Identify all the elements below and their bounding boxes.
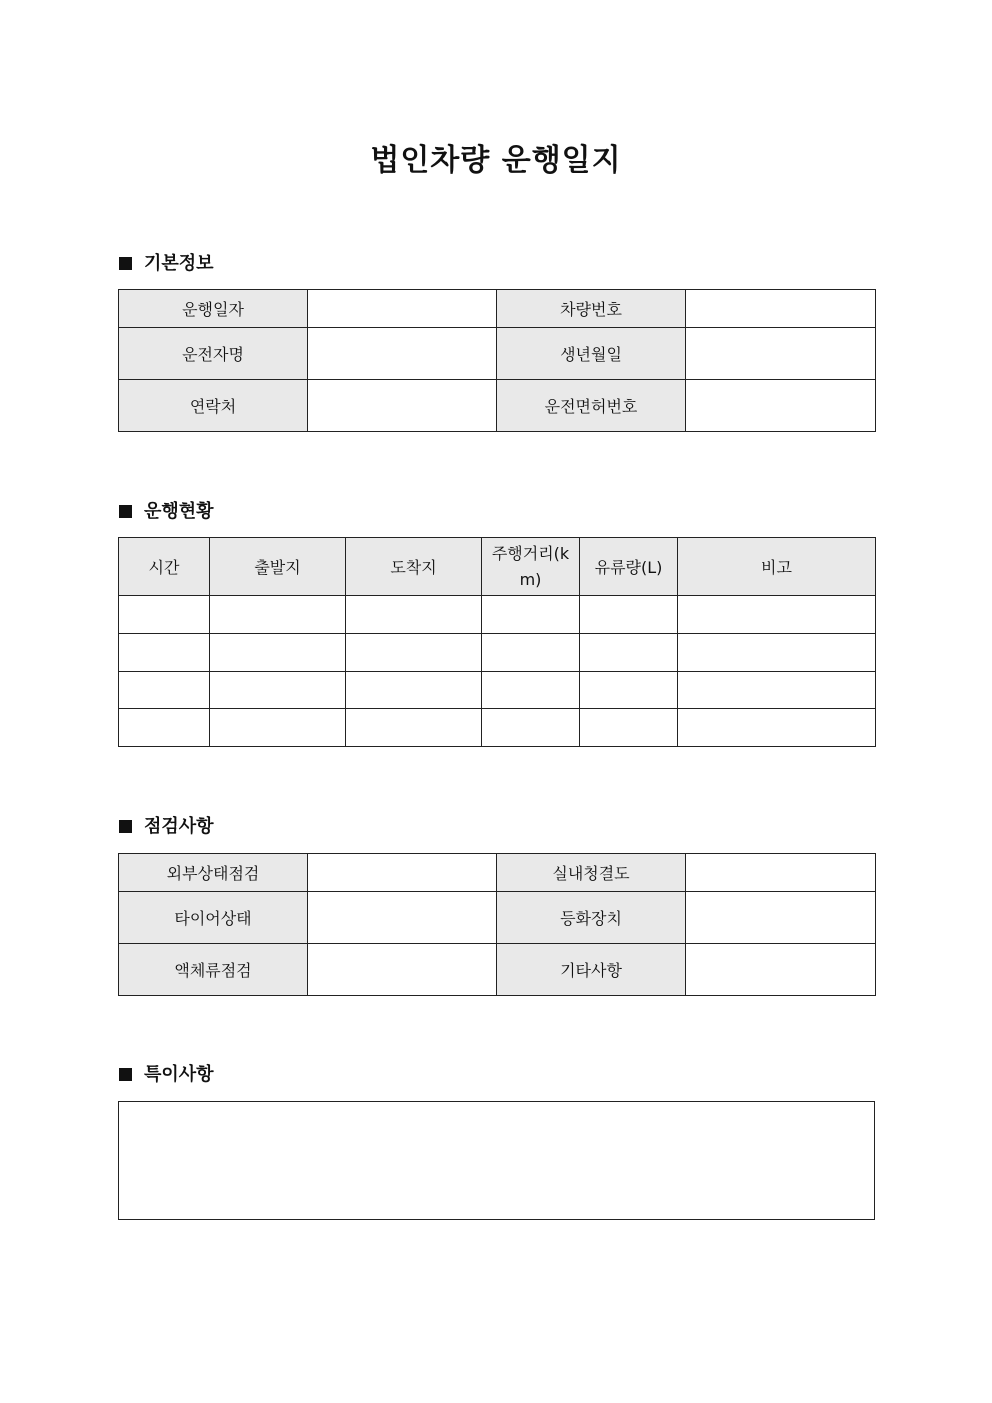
field-label-vehicle-number: 차량번호 [497, 290, 686, 328]
birth-date-field[interactable] [686, 328, 876, 380]
table-row [119, 634, 876, 672]
distance-cell[interactable] [482, 596, 580, 634]
interior-cleanliness-field[interactable] [686, 854, 876, 892]
field-label-birth-date: 생년월일 [497, 328, 686, 380]
exterior-check-field[interactable] [308, 854, 497, 892]
square-bullet-icon [119, 1068, 132, 1081]
column-header-departure: 출발지 [210, 538, 346, 596]
fluid-check-field[interactable] [308, 944, 497, 996]
distance-cell[interactable] [482, 672, 580, 709]
field-label-exterior-check: 외부상태점검 [119, 854, 308, 892]
field-label-driver-name: 운전자명 [119, 328, 308, 380]
vehicle-number-field[interactable] [686, 290, 876, 328]
square-bullet-icon [119, 820, 132, 833]
table-row [119, 290, 876, 328]
table-row [119, 709, 876, 747]
inspection-table [118, 853, 876, 996]
square-bullet-icon [119, 505, 132, 518]
column-header-distance [482, 538, 580, 596]
fuel-cell[interactable] [580, 634, 678, 672]
contact-field[interactable] [308, 380, 497, 432]
remarks-cell[interactable] [678, 634, 876, 672]
table-row [119, 892, 876, 944]
departure-cell[interactable] [210, 672, 346, 709]
column-header-fuel: 유류량(L) [580, 538, 678, 596]
table-row [119, 328, 876, 380]
field-label-license-number: 운전면허번호 [497, 380, 686, 432]
other-field[interactable] [686, 944, 876, 996]
driver-name-field[interactable] [308, 328, 497, 380]
section-heading-notes [119, 1063, 214, 1087]
table-row [119, 672, 876, 709]
column-header-remarks: 비고 [678, 538, 876, 596]
column-header-time: 시간 [119, 538, 210, 596]
field-label-lighting: 등화장치 [497, 892, 686, 944]
table-row [119, 854, 876, 892]
arrival-cell[interactable] [346, 596, 482, 634]
arrival-cell[interactable] [346, 634, 482, 672]
fuel-cell[interactable] [580, 709, 678, 747]
field-label-contact: 연락처 [119, 380, 308, 432]
section-heading-operation [119, 500, 214, 524]
departure-cell[interactable] [210, 709, 346, 747]
notes-textarea[interactable] [118, 1101, 875, 1220]
square-bullet-icon [119, 257, 132, 270]
time-cell[interactable] [119, 596, 210, 634]
time-cell[interactable] [119, 634, 210, 672]
operation-date-field[interactable] [308, 290, 497, 328]
time-cell[interactable] [119, 672, 210, 709]
field-label-other: 기타사항 [497, 944, 686, 996]
remarks-cell[interactable] [678, 596, 876, 634]
departure-cell[interactable] [210, 596, 346, 634]
field-label-interior-cleanliness: 실내청결도 [497, 854, 686, 892]
remarks-cell[interactable] [678, 672, 876, 709]
section-title: 기본정보 [144, 253, 214, 274]
section-title: 운행현황 [144, 501, 214, 522]
page-title: 법인차량 운행일지 [370, 143, 622, 178]
fuel-cell[interactable] [580, 596, 678, 634]
arrival-cell[interactable] [346, 709, 482, 747]
distance-cell[interactable] [482, 709, 580, 747]
section-title: 점검사항 [144, 816, 214, 837]
remarks-cell[interactable] [678, 709, 876, 747]
distance-cell[interactable] [482, 634, 580, 672]
fuel-cell[interactable] [580, 672, 678, 709]
section-heading-inspection [119, 815, 214, 839]
license-number-field[interactable] [686, 380, 876, 432]
table-row [119, 596, 876, 634]
arrival-cell[interactable] [346, 672, 482, 709]
operation-table [118, 537, 876, 747]
time-cell[interactable] [119, 709, 210, 747]
column-header-arrival: 도착지 [346, 538, 482, 596]
section-title: 특이사항 [144, 1064, 214, 1085]
lighting-field[interactable] [686, 892, 876, 944]
table-row [119, 944, 876, 996]
tire-condition-field[interactable] [308, 892, 497, 944]
table-header-row [119, 538, 876, 596]
basic-info-table [118, 289, 876, 432]
departure-cell[interactable] [210, 634, 346, 672]
field-label-fluid-check: 액체류점검 [119, 944, 308, 996]
field-label-tire-condition: 타이어상태 [119, 892, 308, 944]
field-label-operation-date: 운행일자 [119, 290, 308, 328]
section-heading-basic [119, 252, 214, 276]
table-row [119, 380, 876, 432]
column-header-distance-label: 주행거리(km) [491, 543, 570, 589]
